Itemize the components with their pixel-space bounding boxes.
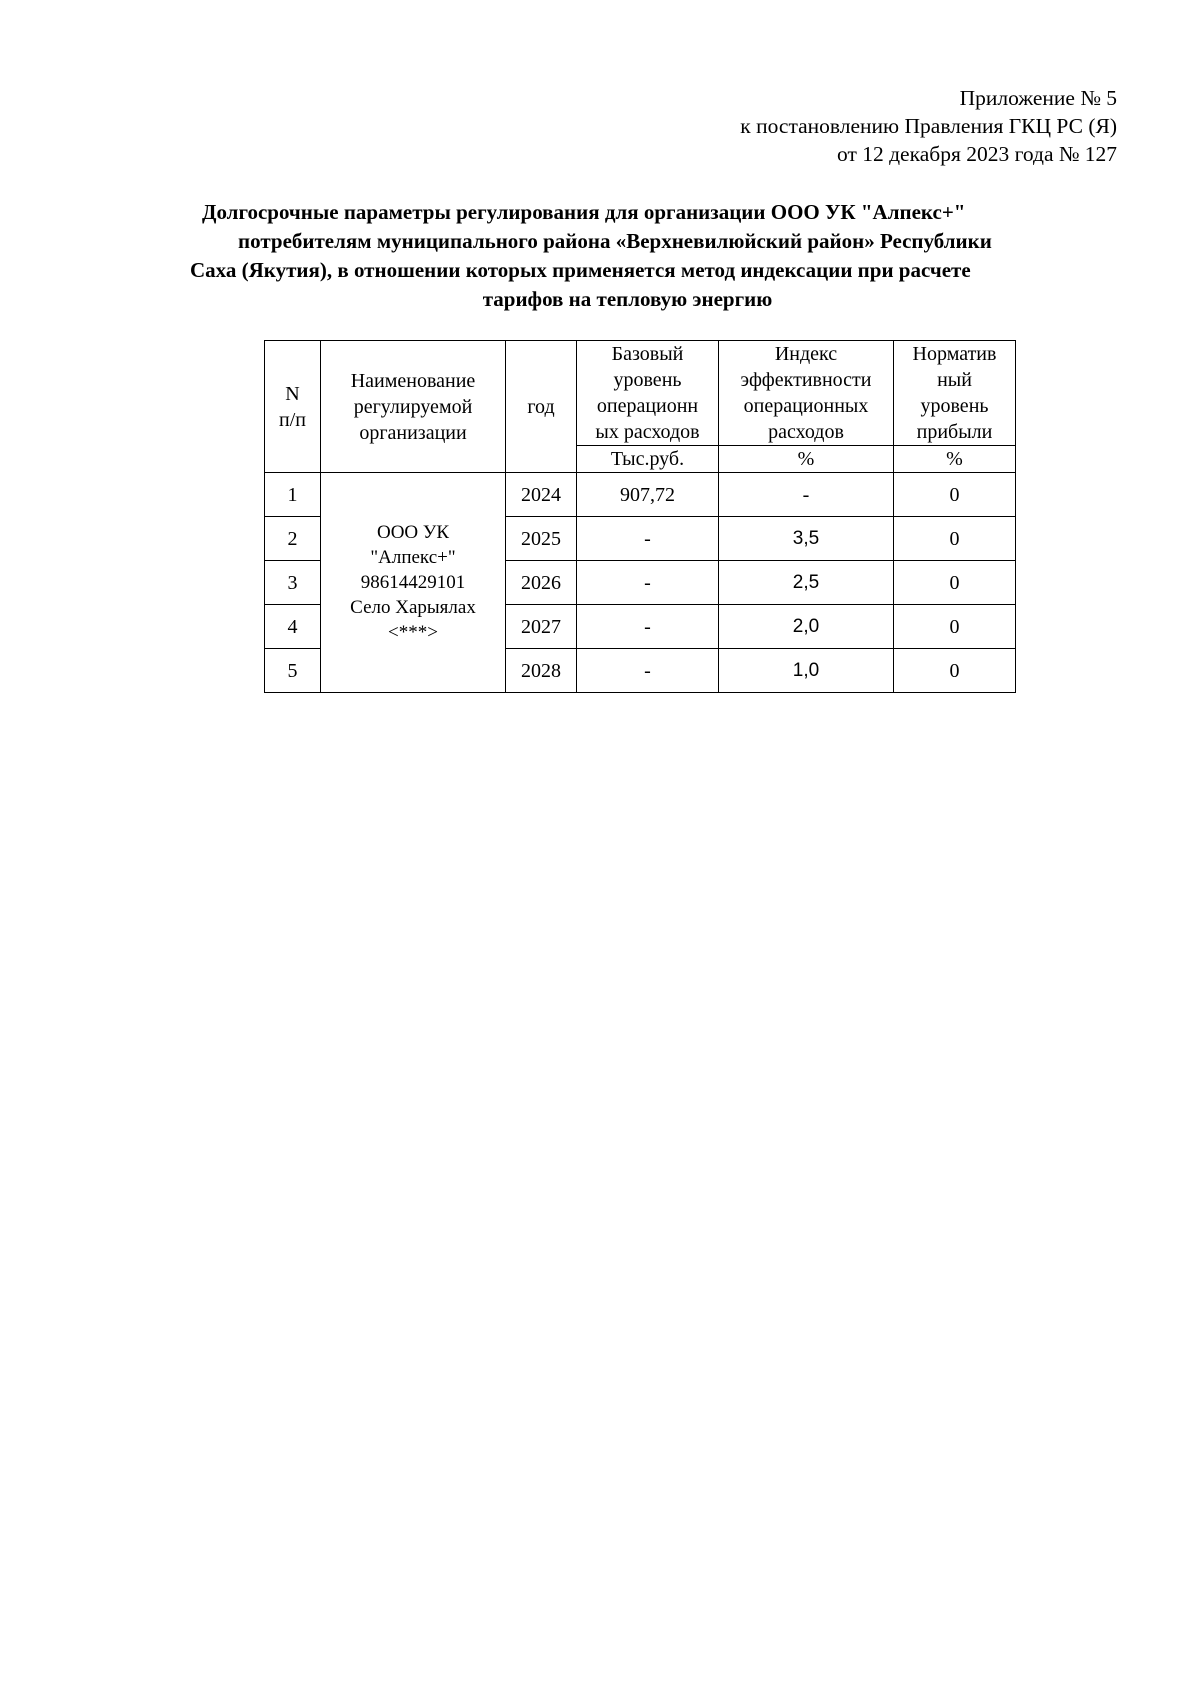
row-year: 2024 — [506, 473, 577, 517]
title-line-2: потребителям муниципального района «Верхневилюйский район» Республики — [238, 229, 992, 253]
row-base: - — [577, 605, 719, 649]
header-org — [321, 341, 506, 473]
header-base-line: ых расходов — [595, 421, 700, 443]
row-index: 3,5 — [719, 517, 894, 561]
title-line-4: тарифов на тепловую энергию — [482, 287, 773, 311]
document-title — [185, 198, 1035, 314]
header-index-line: эффективности — [740, 369, 872, 391]
row-base: - — [577, 517, 719, 561]
annex-date: от 12 декабря 2023 года № 127 — [837, 142, 1117, 166]
row-norm: 0 — [894, 517, 1016, 561]
annex-header — [740, 84, 1117, 168]
header-norm-line: Норматив — [912, 343, 997, 365]
row-num: 2 — [265, 517, 321, 561]
org-code: 98614429101 — [360, 572, 466, 593]
header-norm — [894, 341, 1016, 446]
header-index-line: операционных — [743, 395, 869, 417]
org-name-quoted: "Алпекс+" — [370, 547, 456, 568]
row-base: 907,72 — [577, 473, 719, 517]
row-num: 3 — [265, 561, 321, 605]
row-num: 4 — [265, 605, 321, 649]
unit-index: % — [719, 446, 894, 473]
parameters-table — [264, 340, 1016, 693]
header-org-line: организации — [359, 421, 467, 444]
org-location: Село Харыялах — [350, 597, 476, 618]
row-index: 2,5 — [719, 561, 894, 605]
row-index: 2,0 — [719, 605, 894, 649]
unit-base: Тыс.руб. — [577, 446, 719, 473]
header-base-line: Базовый — [611, 343, 684, 365]
header-base — [577, 341, 719, 446]
table-header-row — [265, 341, 1016, 446]
header-base-line: уровень — [613, 369, 682, 391]
header-org-line: Наименование — [350, 369, 476, 392]
header-index-line: расходов — [768, 421, 844, 443]
header-norm-line: прибыли — [916, 421, 993, 443]
header-index-line: Индекс — [774, 343, 838, 365]
row-year: 2028 — [506, 649, 577, 693]
org-name: ООО УК — [376, 522, 450, 543]
row-norm: 0 — [894, 605, 1016, 649]
row-norm: 0 — [894, 473, 1016, 517]
organization-cell — [321, 473, 506, 693]
org-note: <***> — [388, 622, 438, 643]
header-base-line: операционн — [596, 395, 699, 417]
title-line-1: Долгосрочные параметры регулирования для организации ООО УК "Алпекс+" — [202, 200, 966, 224]
table-row — [265, 473, 1016, 517]
row-year: 2025 — [506, 517, 577, 561]
header-num-line: п/п — [279, 408, 306, 431]
header-norm-line: ный — [937, 369, 972, 391]
row-norm: 0 — [894, 561, 1016, 605]
header-year — [506, 341, 577, 473]
annex-resolution: к постановлению Правления ГКЦ РС (Я) — [740, 114, 1117, 138]
header-index — [719, 341, 894, 446]
row-year: 2026 — [506, 561, 577, 605]
unit-norm: % — [894, 446, 1016, 473]
row-num: 1 — [265, 473, 321, 517]
header-year-label: год — [527, 395, 555, 418]
header-norm-line: уровень — [920, 395, 989, 417]
row-norm: 0 — [894, 649, 1016, 693]
header-org-line: регулируемой — [353, 395, 473, 418]
row-year: 2027 — [506, 605, 577, 649]
title-line-3: Саха (Якутия), в отношении которых применяется метод индексации при расчете — [190, 258, 971, 282]
row-index: - — [719, 473, 894, 517]
row-num: 5 — [265, 649, 321, 693]
row-base: - — [577, 649, 719, 693]
row-base: - — [577, 561, 719, 605]
header-num — [265, 341, 321, 473]
row-index: 1,0 — [719, 649, 894, 693]
annex-number: Приложение № 5 — [959, 86, 1117, 110]
header-num-line: N — [285, 382, 300, 405]
